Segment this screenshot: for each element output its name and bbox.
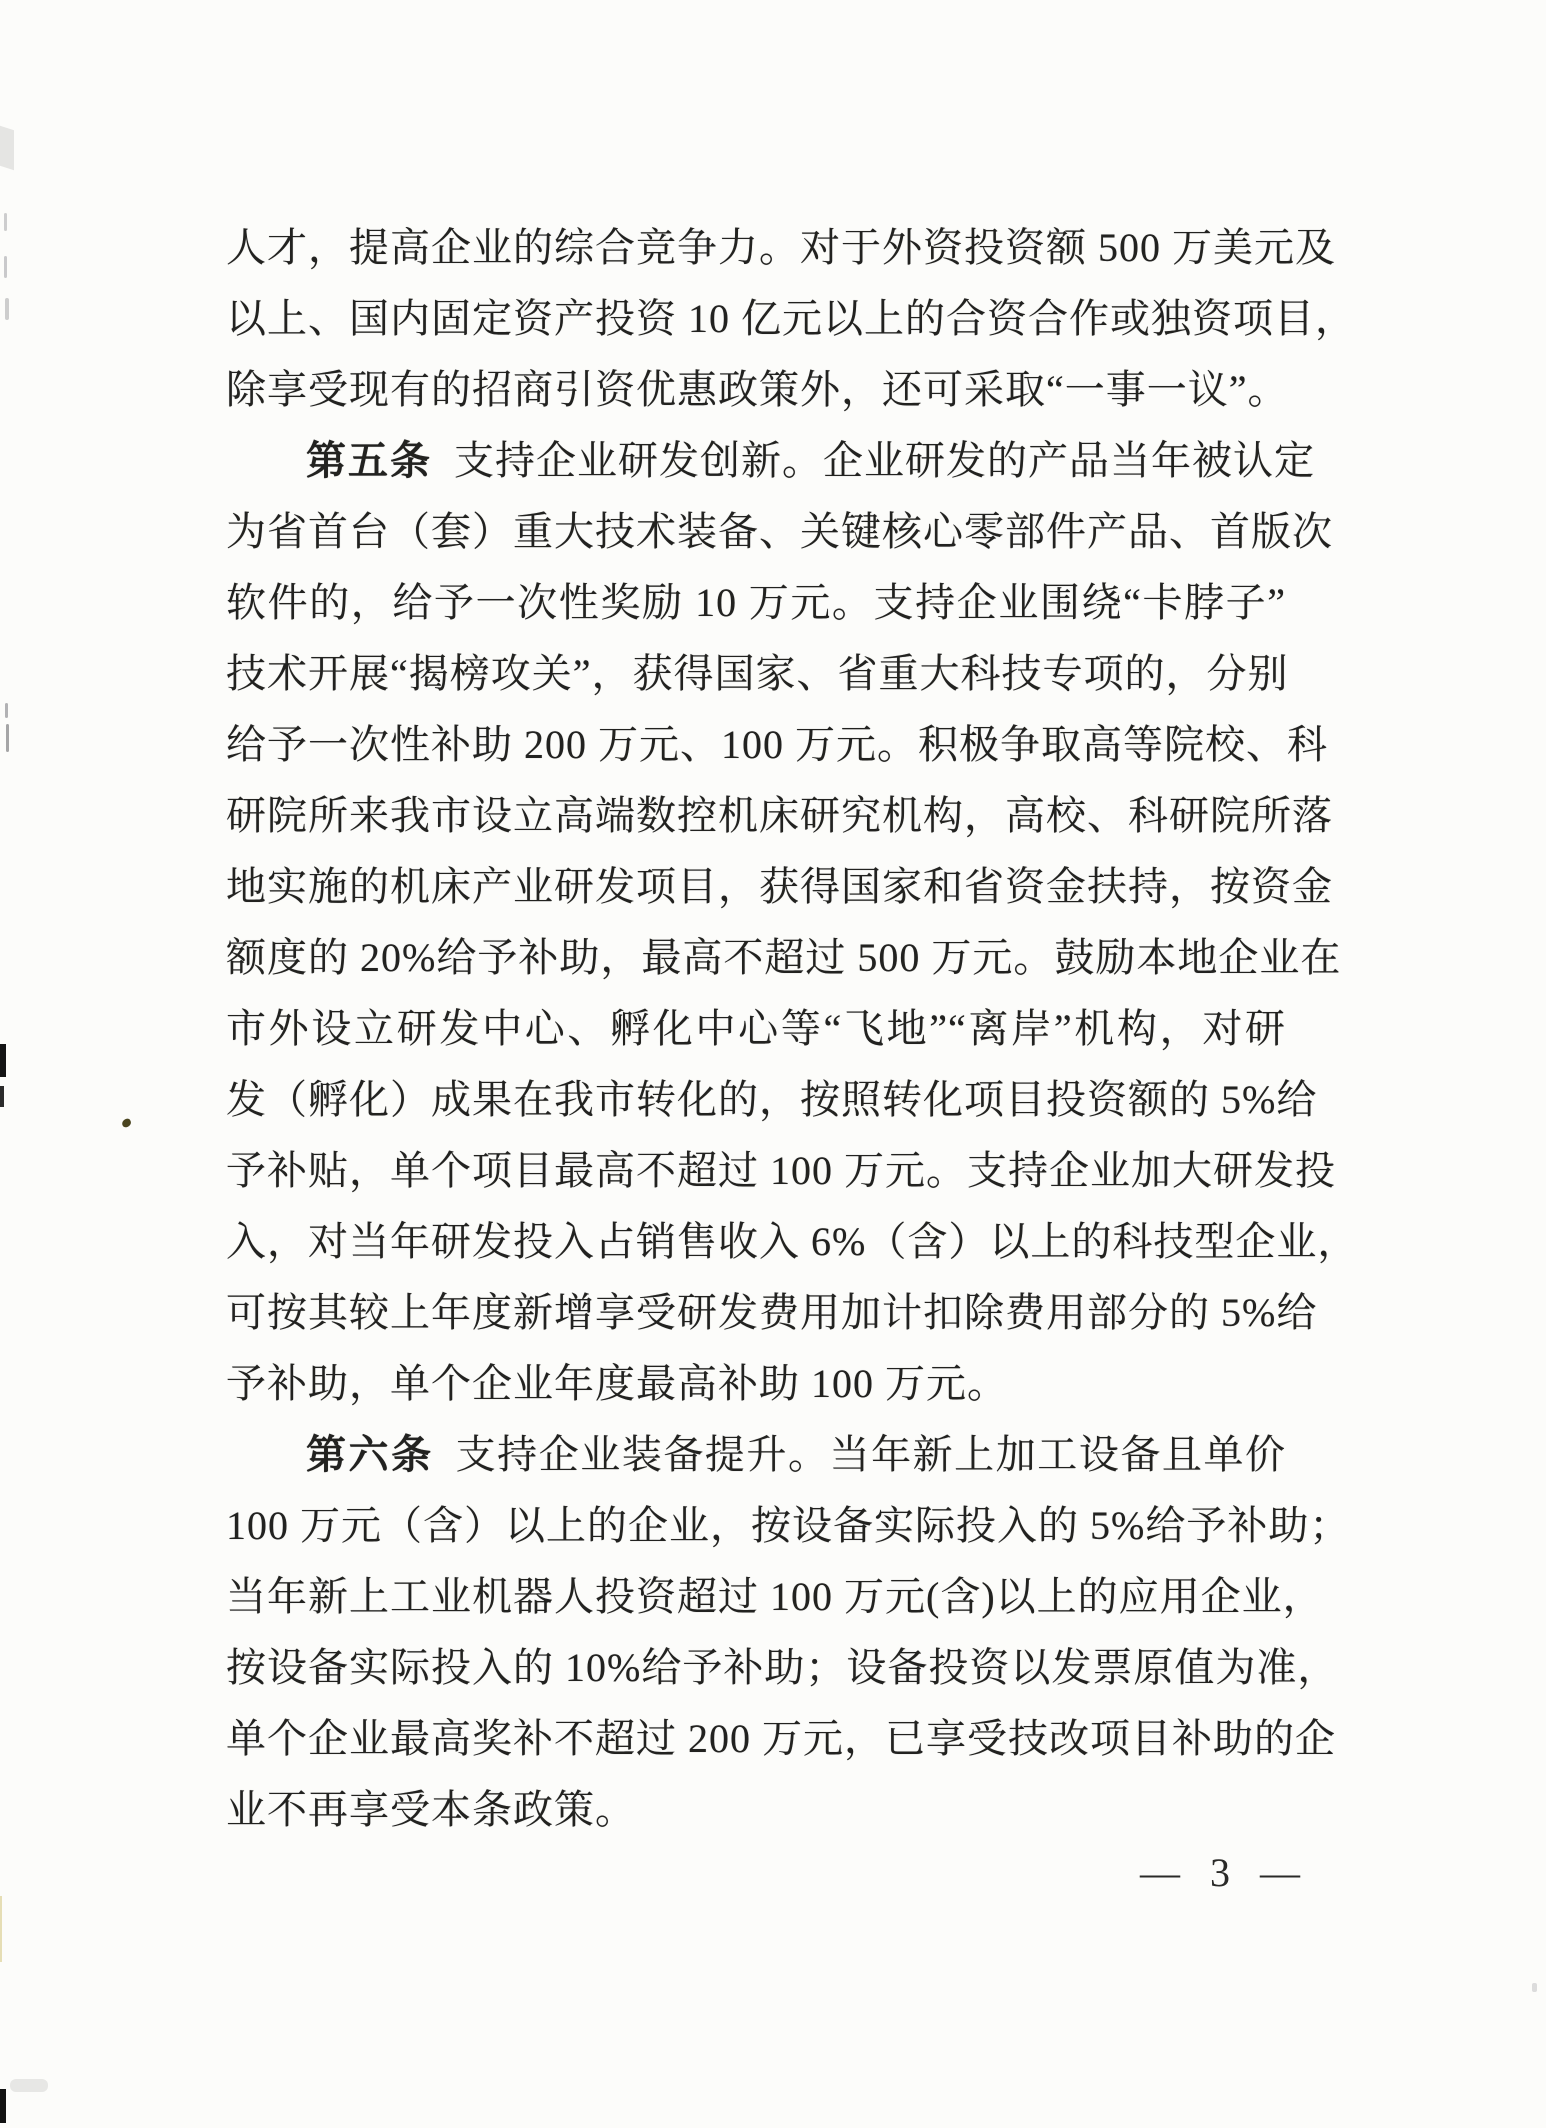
text-line: 除享受现有的招商引资优惠政策外，还可采取“一事一议”。 bbox=[226, 367, 1289, 412]
text-line: 第五条 支持企业研发创新。企业研发的产品当年被认定 bbox=[306, 438, 1315, 483]
text-line: 发（孵化）成果在我市转化的，按照转化项目投资额的 5%给 bbox=[226, 1077, 1318, 1122]
text-line: 予补贴，单个项目最高不超过 100 万元。支持企业加大研发投 bbox=[226, 1148, 1336, 1193]
text-line: 按设备实际投入的 10%给予补助；设备投资以发票原值为准， bbox=[226, 1645, 1339, 1690]
scan-artifact-black-bar bbox=[0, 1044, 6, 1077]
scan-artifact-black-bar bbox=[0, 2089, 6, 2123]
scan-artifact-edge-line bbox=[0, 1896, 2, 1962]
scan-artifact-dash bbox=[6, 724, 9, 752]
text-line: 为省首台（套）重大技术装备、关键核心零部件产品、首版次 bbox=[226, 509, 1333, 554]
page-number: — 3 — bbox=[1140, 1850, 1310, 1895]
text-line: 技术开展“揭榜攻关”，获得国家、省重大科技专项的，分别 bbox=[226, 651, 1289, 696]
text-line: 第六条 支持企业装备提升。当年新上加工设备且单价 bbox=[306, 1432, 1287, 1477]
text-line: 业不再享受本条政策。 bbox=[226, 1787, 636, 1832]
scan-artifact-dash bbox=[5, 298, 9, 320]
text-line: 单个企业最高奖补不超过 200 万元，已享受技改项目补助的企 bbox=[226, 1716, 1336, 1761]
scan-artifact-dash bbox=[4, 213, 7, 231]
scan-artifact-smudge bbox=[10, 2079, 48, 2092]
text-line: 人才，提高企业的综合竞争力。对于外资投资额 500 万美元及 bbox=[226, 225, 1336, 270]
text-line: 软件的，给予一次性奖励 10 万元。支持企业围绕“卡脖子” bbox=[226, 580, 1286, 625]
scan-artifact-tick bbox=[1532, 1983, 1537, 1992]
text-line: 予补助，单个企业年度最高补助 100 万元。 bbox=[226, 1361, 1008, 1406]
article-heading: 第六条 bbox=[306, 1433, 434, 1477]
scan-artifact-dash bbox=[4, 256, 7, 278]
text-line: 地实施的机床产业研发项目，获得国家和省资金扶持，按资金 bbox=[226, 864, 1333, 909]
scan-artifact-dash bbox=[5, 703, 8, 718]
text-line: 当年新上工业机器人投资超过 100 万元(含)以上的应用企业， bbox=[226, 1574, 1324, 1619]
text-line: 给予一次性补助 200 万元、100 万元。积极争取高等院校、科 bbox=[226, 722, 1328, 767]
document-body bbox=[226, 212, 1359, 1845]
text-line: 可按其较上年度新增享受研发费用加计扣除费用部分的 5%给 bbox=[226, 1290, 1318, 1335]
text-line: 以上、国内固定资产投资 10 亿元以上的合资合作或独资项目， bbox=[226, 296, 1356, 341]
text-line: 入，对当年研发投入占销售收入 6%（含）以上的科技型企业， bbox=[226, 1219, 1359, 1264]
scan-artifact-black-bar bbox=[0, 1086, 4, 1107]
text-line: 100 万元（含）以上的企业，按设备实际投入的 5%给予补助； bbox=[226, 1503, 1351, 1548]
text-line: 市外设立研发中心、孵化中心等“飞地”“离岸”机构，对研 bbox=[226, 1006, 1286, 1051]
text-line: 额度的 20%给予补助，最高不超过 500 万元。鼓励本地企业在 bbox=[226, 935, 1342, 980]
scan-artifact-speck bbox=[121, 1118, 132, 1129]
text-line: 研院所来我市设立高端数控机床研究机构，高校、科研院所落 bbox=[226, 793, 1333, 838]
scan-artifact-corner bbox=[0, 126, 14, 171]
article-heading: 第五条 bbox=[306, 439, 432, 483]
